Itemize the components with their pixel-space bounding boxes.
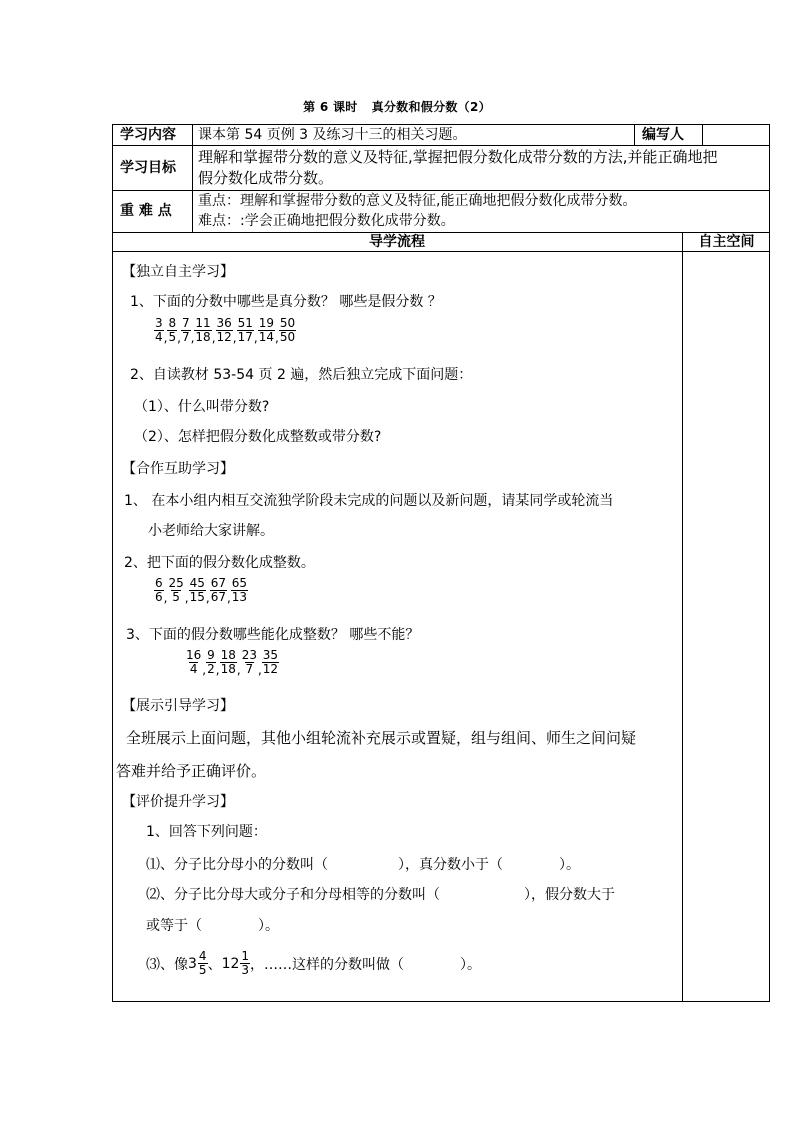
coop-1-line-1: 1、 在本小组内相互交流独学阶段未完成的问题以及新问题，请某同学或轮流当 [124,493,614,509]
fraction [154,317,164,344]
mixed-1-denominator: 5 [198,963,207,977]
question-2b: （2）、怎样把假分数化成整数或带分数? [134,429,382,445]
fraction-separator: , [205,590,210,605]
fraction-numerator: 65 [231,576,248,590]
section-independent: 【独立自主学习】 [122,264,234,280]
fraction-separator: , [184,590,189,605]
eval-1c [146,950,481,977]
coop-1-line-2: 小老师给大家讲解。 [148,523,274,539]
fraction-numerator: 51 [237,316,253,330]
fraction-separator: , [253,330,258,345]
key-line-1: 重点：理解和掌握带分数的意义及特征,能正确地把假分数化成带分数。 [198,193,637,209]
fraction [154,577,164,604]
fraction-denominator: 14 [258,330,275,344]
fraction [167,317,177,344]
coop-3: 3、下面的假分数哪些能化成整数？ 哪些不能？ [126,627,420,643]
fraction-denominator: 5 [172,590,180,604]
author-label: 编写人 [642,127,684,143]
fraction-numerator: 3 [155,316,163,330]
eval-1c-separator: 、 [207,956,222,973]
worksheet-table [112,124,770,1002]
fraction-denominator: 4 [155,330,163,344]
flow-label: 导学流程 [369,234,425,250]
content-label: 学习内容 [120,127,176,143]
fraction-denominator: 12 [262,662,279,676]
fraction-separator: , [236,662,241,677]
fraction [189,577,206,604]
fraction [279,317,296,344]
fraction-denominator: 17 [237,330,253,344]
mixed-2-numerator: 1 [241,949,250,963]
fraction-numerator: 23 [241,648,257,662]
fraction-numerator: 9 [207,648,215,662]
eval-1b-line-1: ⑵、分子比分母大或分子和分母相等的分数叫（ ），假分数大于 [146,887,615,903]
question-2a: （1）、什么叫带分数? [134,399,270,415]
fraction-set-1 [154,317,296,344]
fraction-separator: , [275,330,279,345]
fraction-set-3 [185,649,279,676]
table-border-left [112,124,113,1002]
mixed-number-2 [222,950,250,977]
content-text: 课本第 54 页例 3 及练习十三的相关习题。 [198,127,467,143]
fraction [241,649,258,676]
fraction-numerator: 6 [155,576,163,590]
lesson-number: 第 6 课时 [303,100,358,114]
fraction-denominator: 50 [279,330,296,344]
fraction-numerator: 35 [262,648,279,662]
fraction-separator: , [163,590,168,605]
fraction-denominator: 18 [195,330,211,344]
mixed-1-whole: 3 [188,955,197,972]
lesson-topic: 真分数和假分数（2） [371,100,491,114]
fraction-denominator: 2 [207,662,215,676]
key-line-2: 难点：:学会正确地把假分数化成带分数。 [198,213,455,229]
fraction [231,577,248,604]
eval-1c-prefix: ⑶、像 [146,956,188,973]
fraction-numerator: 7 [181,316,190,330]
fraction [210,577,227,604]
goal-label: 学习目标 [120,160,176,176]
col-line-author-label [634,124,635,146]
display-line-2: 答难并给予正确评价。 [116,762,267,780]
fraction-separator: , [202,662,207,677]
eval-1c-suffix: ，……这样的分数叫做（ ）。 [250,956,482,973]
space-label: 自主空间 [698,234,755,250]
eval-1a: ⑴、分子比分母小的分数叫（ ），真分数小于（ ）。 [146,857,580,873]
fraction [181,317,191,344]
mixed-number-1 [188,950,208,977]
table-border-right [769,124,770,1002]
key-label: 重 难 点 [120,203,172,219]
col-line-label [192,124,193,232]
fraction-numerator: 11 [195,316,211,330]
fraction-denominator: 4 [189,662,198,676]
fraction-separator: , [177,330,181,345]
col-line-author-value [702,124,703,146]
fraction-denominator: 5 [168,330,177,344]
page-title [0,98,794,115]
fraction [185,649,202,676]
fraction [206,649,216,676]
section-cooperative: 【合作互助学习】 [122,461,234,477]
mixed-1-numerator: 4 [198,949,207,963]
mixed-1-fraction [198,950,208,977]
mixed-2-fraction [240,950,250,977]
fraction-denominator: 13 [231,590,248,604]
fraction-numerator: 16 [186,648,202,662]
fraction-numerator: 19 [258,316,275,330]
question-1: 1、下面的分数中哪些是真分数？ 哪些是假分数 ？ [130,294,442,310]
question-2: 2、自读教材 53-54 页 2 遍，然后独立完成下面问题： [130,367,473,383]
fraction-denominator: 15 [189,590,205,604]
fraction-separator: , [163,330,168,345]
fraction-numerator: 25 [168,576,184,590]
fraction-separator: , [226,590,231,605]
fraction [216,317,233,344]
fraction-separator: , [215,662,220,677]
fraction-separator: , [211,330,216,345]
fraction-separator: , [190,330,195,345]
fraction-numerator: 8 [168,316,177,330]
section-display: 【展示引导学习】 [122,698,234,714]
fraction-numerator: 36 [216,316,232,330]
table-border-bottom [112,1001,770,1002]
goal-line-1: 理解和掌握带分数的意义及特征,掌握把假分数化成带分数的方法,并能正确地把 [198,148,718,166]
col-line-space [682,232,683,1002]
fraction [194,317,211,344]
fraction-denominator: 7 [181,330,190,344]
mixed-2-whole: 12 [221,955,240,972]
fraction-numerator: 18 [220,648,236,662]
fraction-separator: , [257,662,262,677]
section-evaluation: 【评价提升学习】 [122,794,234,810]
fraction-numerator: 45 [189,576,205,590]
fraction-denominator: 6 [155,590,163,604]
fraction-set-2 [154,577,248,604]
display-line-1: 全班展示上面问题，其他小组轮流补充展示或置疑，组与组间、师生之间问疑 [126,729,637,747]
row-line-1 [112,145,770,146]
mixed-2-denominator: 3 [241,963,250,977]
fraction-denominator: 7 [245,662,254,676]
fraction [167,577,184,604]
fraction-separator: , [232,330,237,345]
fraction [237,317,254,344]
coop-2: 2、把下面的假分数化成整数。 [124,555,315,571]
fraction [258,317,275,344]
eval-1b-line-2: 或等于（ ）。 [146,918,279,934]
fraction [262,649,279,676]
fraction-denominator: 18 [220,662,236,676]
fraction-numerator: 50 [279,316,296,330]
goal-line-2: 假分数化成带分数。 [198,169,334,187]
fraction-denominator: 67 [210,590,226,604]
fraction-numerator: 67 [210,576,226,590]
eval-1: 1、回答下列问题： [146,824,267,840]
fraction-denominator: 12 [216,330,232,344]
fraction [220,649,237,676]
